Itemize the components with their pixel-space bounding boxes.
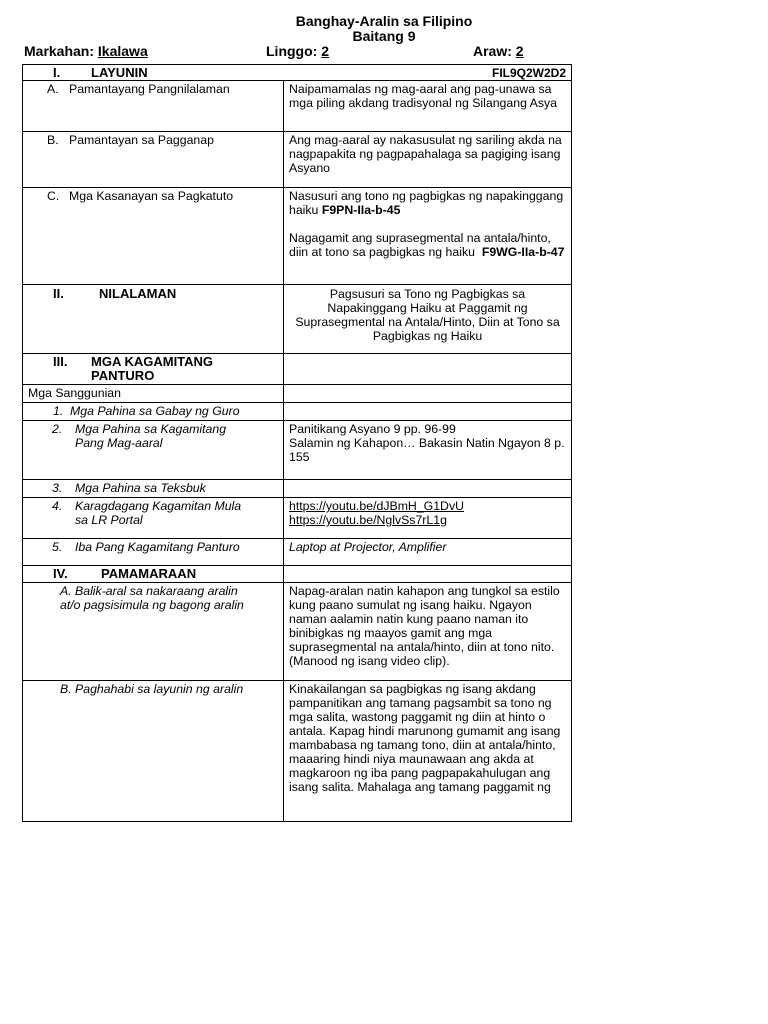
row-content [284, 188, 572, 285]
lesson-plan-table [22, 64, 572, 822]
row-letter: C. [47, 189, 60, 203]
competency-text: Nagagamit ang suprasegmental na antala/hinto, diin at tono sa pagbigkas ng haiku [289, 231, 551, 259]
table-row [23, 539, 572, 566]
item-number: 3. [52, 481, 63, 495]
section-nilalaman [23, 285, 572, 354]
day-label: Araw: [473, 43, 512, 59]
video-link[interactable]: https://youtu.be/NglvSs7rL1g [289, 513, 447, 527]
week-value: 2 [321, 43, 329, 59]
item-label-cont: Pang Mag-aaral [75, 436, 163, 450]
row-label [23, 583, 284, 681]
section-kagamitan-header [23, 354, 572, 385]
row-label [23, 498, 284, 539]
table-row [23, 681, 572, 822]
section-number: III. [53, 354, 68, 369]
week-field [266, 43, 329, 59]
table-row [23, 81, 572, 132]
step-label-cont: at/o pagsisimula ng bagong aralin [60, 598, 244, 612]
row-label-text: Mga Kasanayan sa Pagkatuto [69, 189, 234, 203]
competency-code: F9PN-IIa-b-45 [321, 203, 401, 217]
section-title: MGA KAGAMITANG [91, 354, 214, 369]
item-label: Mga Pahina sa Kagamitang [75, 422, 227, 436]
row-content: Napag-aralan natin kahapon ang tungkol sa estilo kung paano sumulat ng isang haiku. Ngayon naman aalamin natin kung paano naman ito binibigkas ng maayos gamit ang mga suprasegmental na antala/hinto, diin at tono nito.(Manood ng isang video clip). [284, 583, 572, 681]
row-content [284, 421, 572, 480]
table-row [23, 385, 572, 403]
section-number: II. [53, 286, 64, 301]
table-row [23, 583, 572, 681]
section-title: NILALAMAN [99, 286, 177, 301]
row-label [23, 480, 284, 498]
week-label: Linggo: [266, 43, 318, 59]
competency-code: F9WG-IIa-b-47 [481, 245, 565, 259]
row-letter: B. [47, 133, 59, 147]
row-content: Pagsusuri sa Tono ng Pagbigkas sa Napakinggang Haiku at Paggamit ng Suprasegmental na Antala/Hinto, Diin at Tono sa Pagbigkas ng Haiku [284, 285, 572, 354]
day-field [473, 43, 524, 59]
row-label-text: Pamantayang Pangnilalaman [69, 82, 230, 96]
sources-label: Mga Sanggunian [23, 385, 284, 403]
row-letter: A. [47, 82, 59, 96]
row-content: Naipamamalas ng mag-aaral ang pag-unawa sa mga piling akdang tradisyonal ng Silangang Asya [284, 81, 572, 132]
table-row [23, 403, 572, 421]
row-label: B. Paghahabi sa layunin ng aralin [23, 681, 284, 822]
section-pamamaraan-header [23, 566, 572, 583]
item-number: 1. [53, 404, 64, 418]
item-label: Mga Pahina sa Teksbuk [75, 481, 206, 495]
section-number: I. [53, 65, 61, 80]
row-label-text: Pamantayan sa Pagganap [69, 133, 214, 147]
document-title: Banghay-Aralin sa Filipino [295, 13, 473, 29]
item-label: Iba Pang Kagamitang Panturo [75, 540, 240, 554]
section-title: PAMAMARAAN [101, 566, 197, 581]
table-row [23, 421, 572, 480]
item-number: 4. [52, 499, 63, 513]
row-content: Laptop at Projector, Amplifier [284, 539, 572, 566]
item-label-cont: sa LR Portal [75, 513, 143, 527]
quarter-field [24, 43, 148, 59]
row-content: Ang mag-aaral ay nakasusulat ng sariling akda na nagpapakita ng pagpapahalaga sa pagiging isang Asyano [284, 132, 572, 188]
row-label [23, 188, 284, 285]
step-label: A. Balik-aral sa nakaraang aralin [60, 584, 238, 598]
section-layunin-header [23, 65, 572, 81]
quarter-value: Ikalawa [97, 43, 148, 59]
section-title: LAYUNIN [91, 65, 148, 80]
section-number: IV. [53, 566, 68, 581]
row-label [23, 81, 284, 132]
row-label [23, 421, 284, 480]
reference-line: Panitikang Asyano 9 pp. 96-99 [289, 422, 456, 436]
table-row [23, 188, 572, 285]
row-label [23, 539, 284, 566]
quarter-label: Markahan: [24, 43, 95, 59]
table-row [23, 132, 572, 188]
row-content: Kinakailangan sa pagbigkas ng isang akdang pampanitikan ang tamang pagsambit sa tono ng mga salita, wastong paggamit ng diin at hinto o antala. Kapag hindi marunong gumamit ang isang mambabasa ng tamang tono, diin at antala/hinto, maaaring hindi niya maunawaan ang akda at magkaroon ng iba pang pagpapakahulugan ang isang salita. Mahalaga ang tamang paggamit ng [284, 681, 572, 822]
row-label [23, 132, 284, 188]
competency-text: Nasusuri ang tono ng pagbigkas ng napakinggang haiku [289, 189, 564, 217]
row-content [284, 498, 572, 539]
video-link[interactable]: https://youtu.be/dJBmH_G1DvU [289, 499, 464, 513]
item-number: 5. [52, 540, 63, 554]
item-number: 2. [52, 422, 63, 436]
day-value: 2 [515, 43, 524, 59]
reference-line: Salamin ng Kahapon… Bakasin Natin Ngayon 8 p. 155 [289, 436, 565, 464]
item-label: Karagdagang Kagamitan Mula [75, 499, 242, 513]
section-title-cont: PANTURO [91, 368, 155, 383]
lesson-code: FIL9Q2W2D2 [492, 66, 567, 80]
row-label [23, 403, 284, 421]
item-label: Mga Pahina sa Gabay ng Guro [70, 404, 240, 418]
table-row [23, 498, 572, 539]
table-row [23, 480, 572, 498]
grade-level: Baitang 9 [352, 28, 416, 44]
